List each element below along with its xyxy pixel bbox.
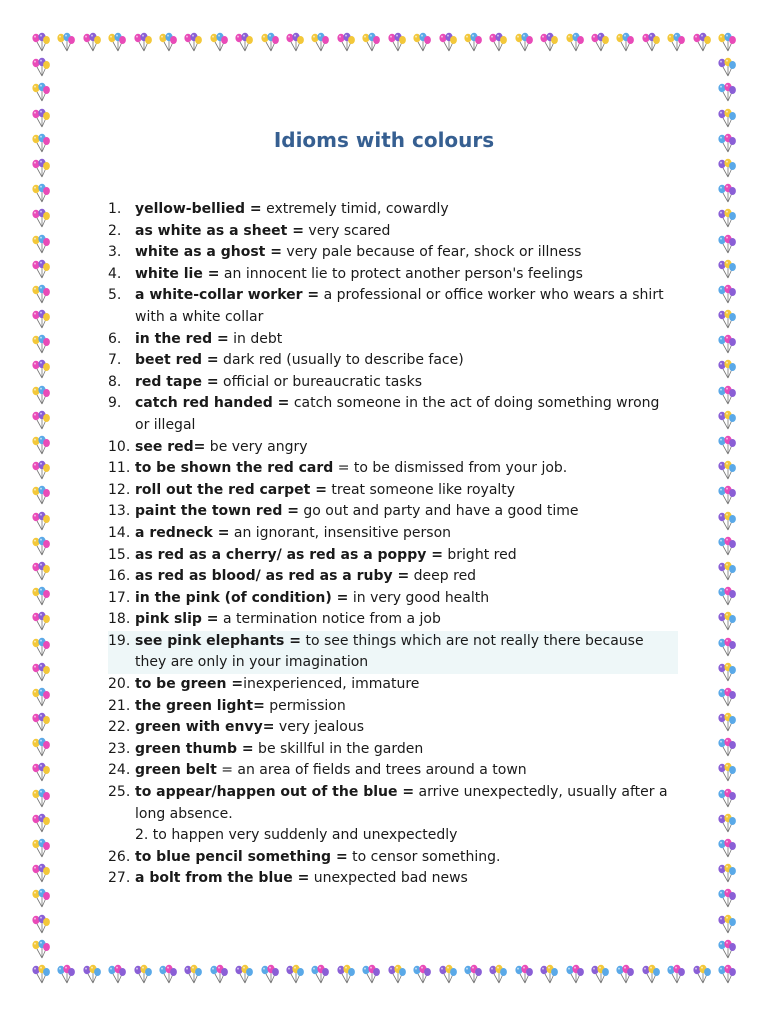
balloon-bunch-icon — [30, 234, 52, 256]
balloon-bunch-icon — [182, 32, 204, 54]
list-item — [108, 674, 678, 696]
item-number: 8. — [108, 373, 122, 390]
list-item — [108, 545, 678, 567]
item-number: 14. — [108, 524, 131, 541]
idiom-term: in the pink (of condition) = — [135, 589, 349, 606]
list-item — [108, 501, 678, 523]
balloon-bunch-icon — [437, 964, 459, 986]
idiom-term: see red= — [135, 438, 206, 455]
idiom-definition: 2. to happen very suddenly and unexpectedly — [135, 827, 458, 844]
item-number: 10. — [108, 438, 131, 455]
balloon-bunch-icon — [30, 561, 52, 583]
item-number: 26. — [108, 848, 131, 865]
idiom-list — [108, 199, 678, 890]
balloon-bunch-icon — [81, 32, 103, 54]
idiom-term: a white-collar worker = — [135, 287, 320, 304]
balloon-bunch-icon — [716, 108, 738, 130]
balloon-bunch-icon — [30, 460, 52, 482]
idiom-term: roll out the red carpet = — [135, 481, 327, 498]
balloon-bunch-icon — [284, 32, 306, 54]
list-item — [108, 609, 678, 631]
balloon-bunch-icon — [30, 662, 52, 684]
idiom-term: catch red handed = — [135, 395, 290, 412]
list-item — [108, 480, 678, 502]
page-title: Idioms with colours — [273, 128, 495, 152]
idiom-definition: unexpected bad news — [309, 870, 468, 887]
balloon-bunch-icon — [30, 485, 52, 507]
balloon-bunch-icon — [716, 536, 738, 558]
item-number: 27. — [108, 870, 131, 887]
balloon-bunch-icon — [716, 208, 738, 230]
idiom-definition: very scared — [303, 222, 391, 239]
balloon-bunch-icon — [30, 309, 52, 331]
item-number: 2. — [108, 222, 122, 239]
balloon-bunch-icon — [30, 359, 52, 381]
item-number: 18. — [108, 611, 131, 628]
balloon-bunch-icon — [716, 863, 738, 885]
balloon-bunch-icon — [716, 359, 738, 381]
balloon-bunch-icon — [716, 57, 738, 79]
balloon-bunch-icon — [716, 435, 738, 457]
balloon-bunch-icon — [30, 712, 52, 734]
idiom-term: as red as blood/ as red as a ruby = — [135, 568, 410, 585]
idiom-term: a redneck = — [135, 524, 230, 541]
balloon-bunch-icon — [462, 964, 484, 986]
idiom-definition: an ignorant, insensitive person — [229, 524, 452, 541]
balloon-bunch-icon — [487, 32, 509, 54]
balloon-bunch-icon — [513, 32, 535, 54]
balloon-bunch-icon — [157, 32, 179, 54]
balloon-bunch-icon — [716, 788, 738, 810]
balloon-bunch-icon — [259, 32, 281, 54]
idiom-term: green with envy= — [135, 719, 275, 736]
idiom-term: as red as a cherry/ as red as a poppy = — [135, 546, 443, 563]
balloon-bunch-icon — [716, 234, 738, 256]
idiom-definition: deep red — [409, 568, 477, 585]
list-item — [108, 437, 678, 459]
balloon-bunch-icon — [564, 964, 586, 986]
balloon-bunch-icon — [360, 964, 382, 986]
balloon-bunch-icon — [716, 158, 738, 180]
balloon-bunch-icon — [716, 410, 738, 432]
balloon-bunch-icon — [411, 32, 433, 54]
balloon-bunch-icon — [233, 964, 255, 986]
list-item — [108, 199, 678, 221]
list-item — [108, 350, 678, 372]
list-item — [108, 242, 678, 264]
item-number: 17. — [108, 589, 131, 606]
balloon-bunch-icon — [30, 334, 52, 356]
idiom-definition: dark red (usually to describe face) — [218, 352, 464, 369]
list-item — [108, 739, 678, 761]
balloon-bunch-icon — [716, 737, 738, 759]
idiom-definition: catch someone in the act of doing something wrong or illegal — [135, 395, 660, 433]
idiom-term: white as a ghost = — [135, 244, 282, 261]
balloon-bunch-icon — [30, 284, 52, 306]
balloon-bunch-icon — [30, 762, 52, 784]
idiom-term: yellow-bellied = — [135, 201, 262, 217]
balloon-bunch-icon — [716, 385, 738, 407]
idiom-term: to blue pencil something = — [135, 848, 348, 865]
balloon-bunch-icon — [30, 939, 52, 961]
balloon-bunch-icon — [132, 32, 154, 54]
balloon-bunch-icon — [716, 485, 738, 507]
item-number: 9. — [108, 395, 122, 412]
idiom-definition: to see things which are not really there because they are only in your imagination — [135, 632, 644, 671]
item-number: 7. — [108, 352, 122, 369]
balloon-bunch-icon — [716, 964, 738, 986]
list-item — [108, 782, 678, 825]
balloon-bunch-icon — [309, 32, 331, 54]
item-number — [108, 825, 135, 847]
balloon-bunch-icon — [208, 964, 230, 986]
balloon-bunch-icon — [309, 964, 331, 986]
item-number: 13. — [108, 503, 131, 520]
idiom-term: as white as a sheet = — [135, 222, 304, 239]
balloon-bunch-icon — [437, 32, 459, 54]
balloon-bunch-icon — [614, 964, 636, 986]
balloon-bunch-icon — [30, 183, 52, 205]
balloon-bunch-icon — [30, 914, 52, 936]
balloon-bunch-icon — [30, 863, 52, 885]
idiom-definition: an innocent lie to protect another person's feelings — [219, 265, 583, 282]
list-item — [108, 221, 678, 243]
balloon-bunch-icon — [30, 57, 52, 79]
idiom-term: to be green = — [135, 676, 244, 693]
balloon-bunch-icon — [665, 32, 687, 54]
list-item — [108, 588, 678, 610]
idiom-definition: inexperienced, immature — [243, 676, 420, 693]
list-item — [108, 825, 678, 847]
balloon-bunch-icon — [55, 964, 77, 986]
list-item — [108, 868, 678, 890]
item-number: 19. — [108, 632, 131, 649]
list-item — [108, 329, 678, 351]
balloon-bunch-icon — [665, 964, 687, 986]
balloon-bunch-icon — [716, 561, 738, 583]
idiom-term: in the red = — [135, 330, 229, 347]
balloon-bunch-icon — [30, 536, 52, 558]
idiom-term: to be shown the red card — [135, 460, 334, 477]
item-number: 1. — [108, 201, 122, 217]
item-number: 11. — [108, 460, 131, 477]
balloon-bunch-icon — [386, 964, 408, 986]
idiom-term: to appear/happen out of the blue = — [135, 784, 415, 801]
idiom-definition: treat someone like royalty — [326, 481, 516, 498]
item-number: 16. — [108, 568, 131, 585]
idiom-definition: = an area of fields and trees around a town — [216, 762, 527, 779]
balloon-bunch-icon — [716, 183, 738, 205]
idiom-definition: = to be dismissed from your job. — [333, 460, 568, 477]
balloon-bunch-icon — [716, 460, 738, 482]
balloon-bunch-icon — [259, 964, 281, 986]
list-item — [108, 566, 678, 588]
idiom-term: green belt — [135, 762, 217, 779]
item-number: 21. — [108, 697, 131, 714]
balloon-bunch-icon — [30, 385, 52, 407]
idiom-definition: go out and party and have a good time — [298, 503, 579, 520]
balloon-bunch-icon — [716, 259, 738, 281]
balloon-bunch-icon — [30, 788, 52, 810]
item-number: 24. — [108, 762, 131, 779]
balloon-bunch-icon — [716, 712, 738, 734]
item-number: 12. — [108, 481, 131, 498]
idiom-term: white lie = — [135, 265, 220, 282]
list-item — [108, 458, 678, 480]
balloon-bunch-icon — [30, 888, 52, 910]
balloon-bunch-icon — [106, 32, 128, 54]
balloon-bunch-icon — [716, 888, 738, 910]
balloon-bunch-icon — [182, 964, 204, 986]
balloon-bunch-icon — [716, 939, 738, 961]
balloon-bunch-icon — [132, 964, 154, 986]
balloon-bunch-icon — [487, 964, 509, 986]
idiom-definition: a professional or office worker who wears a shirt with a white collar — [135, 287, 664, 325]
idiom-term: red tape = — [135, 373, 219, 390]
balloon-bunch-icon — [564, 32, 586, 54]
balloon-bunch-icon — [716, 284, 738, 306]
list-item — [108, 631, 678, 674]
balloon-bunch-icon — [716, 662, 738, 684]
balloon-bunch-icon — [640, 32, 662, 54]
balloon-bunch-icon — [30, 813, 52, 835]
balloon-bunch-icon — [589, 964, 611, 986]
balloon-bunch-icon — [30, 32, 52, 54]
balloon-bunch-icon — [716, 82, 738, 104]
balloon-bunch-icon — [30, 158, 52, 180]
idiom-definition: extremely timid, cowardly — [261, 201, 449, 217]
item-number: 3. — [108, 244, 122, 261]
balloon-bunch-icon — [233, 32, 255, 54]
item-number: 4. — [108, 265, 122, 282]
idiom-definition: to censor something. — [347, 848, 501, 865]
balloon-bunch-icon — [691, 32, 713, 54]
balloon-bunch-icon — [30, 611, 52, 633]
balloon-bunch-icon — [30, 435, 52, 457]
idiom-definition: arrive unexpectedly, usually after a long absence. — [135, 784, 668, 822]
balloon-bunch-icon — [716, 813, 738, 835]
balloon-bunch-icon — [691, 964, 713, 986]
idiom-term: the green light= — [135, 697, 265, 714]
item-number: 6. — [108, 330, 122, 347]
balloon-bunch-icon — [538, 964, 560, 986]
idiom-definition: be skillful in the garden — [253, 740, 424, 757]
balloon-bunch-icon — [462, 32, 484, 54]
balloon-bunch-icon — [716, 611, 738, 633]
list-item — [108, 264, 678, 286]
balloon-bunch-icon — [716, 914, 738, 936]
balloon-bunch-icon — [30, 637, 52, 659]
item-number: 5. — [108, 287, 122, 304]
balloon-bunch-icon — [513, 964, 535, 986]
idiom-term: pink slip = — [135, 611, 219, 628]
idiom-definition: be very angry — [205, 438, 308, 455]
idiom-term: a bolt from the blue = — [135, 870, 310, 887]
balloon-bunch-icon — [716, 334, 738, 356]
balloon-bunch-icon — [30, 108, 52, 130]
idiom-term: green thumb = — [135, 740, 254, 757]
balloon-bunch-icon — [538, 32, 560, 54]
balloon-bunch-icon — [30, 82, 52, 104]
idiom-term: beet red = — [135, 352, 219, 369]
balloon-bunch-icon — [335, 32, 357, 54]
item-number: 25. — [108, 784, 131, 801]
list-item — [108, 847, 678, 869]
idiom-definition: official or bureaucratic tasks — [218, 373, 422, 390]
balloon-bunch-icon — [614, 32, 636, 54]
balloon-bunch-icon — [716, 838, 738, 860]
idiom-definition: a termination notice from a job — [218, 611, 441, 628]
balloon-bunch-icon — [208, 32, 230, 54]
balloon-bunch-icon — [716, 687, 738, 709]
idiom-definition: in debt — [228, 330, 283, 347]
balloon-bunch-icon — [335, 964, 357, 986]
balloon-bunch-icon — [716, 309, 738, 331]
balloon-bunch-icon — [716, 586, 738, 608]
balloon-bunch-icon — [30, 208, 52, 230]
balloon-bunch-icon — [716, 32, 738, 54]
balloon-bunch-icon — [55, 32, 77, 54]
balloon-bunch-icon — [716, 511, 738, 533]
item-number: 23. — [108, 740, 131, 757]
balloon-bunch-icon — [716, 762, 738, 784]
idiom-definition: permission — [264, 697, 346, 714]
list-item — [108, 285, 678, 328]
balloon-bunch-icon — [30, 586, 52, 608]
list-item — [108, 696, 678, 718]
item-number: 15. — [108, 546, 131, 563]
balloon-bunch-icon — [30, 259, 52, 281]
balloon-bunch-icon — [81, 964, 103, 986]
idiom-definition: very pale because of fear, shock or illness — [281, 244, 582, 261]
balloon-bunch-icon — [30, 687, 52, 709]
balloon-bunch-icon — [30, 838, 52, 860]
balloon-bunch-icon — [386, 32, 408, 54]
balloon-bunch-icon — [284, 964, 306, 986]
balloon-bunch-icon — [640, 964, 662, 986]
balloon-bunch-icon — [157, 964, 179, 986]
balloon-bunch-icon — [411, 964, 433, 986]
idiom-definition: in very good health — [348, 589, 490, 606]
balloon-bunch-icon — [589, 32, 611, 54]
idiom-definition: bright red — [442, 546, 517, 563]
idiom-term: paint the town red = — [135, 503, 299, 520]
balloon-bunch-icon — [30, 410, 52, 432]
list-item — [108, 760, 678, 782]
idiom-definition: very jealous — [274, 719, 365, 736]
balloon-bunch-icon — [30, 737, 52, 759]
list-item — [108, 372, 678, 394]
balloon-bunch-icon — [716, 637, 738, 659]
list-item — [108, 393, 678, 436]
item-number: 20. — [108, 676, 131, 693]
balloon-bunch-icon — [360, 32, 382, 54]
list-item — [108, 717, 678, 739]
balloon-bunch-icon — [106, 964, 128, 986]
idiom-term: see pink elephants = — [135, 632, 301, 649]
list-item — [108, 523, 678, 545]
item-number: 22. — [108, 719, 131, 736]
balloon-bunch-icon — [30, 511, 52, 533]
balloon-bunch-icon — [30, 964, 52, 986]
